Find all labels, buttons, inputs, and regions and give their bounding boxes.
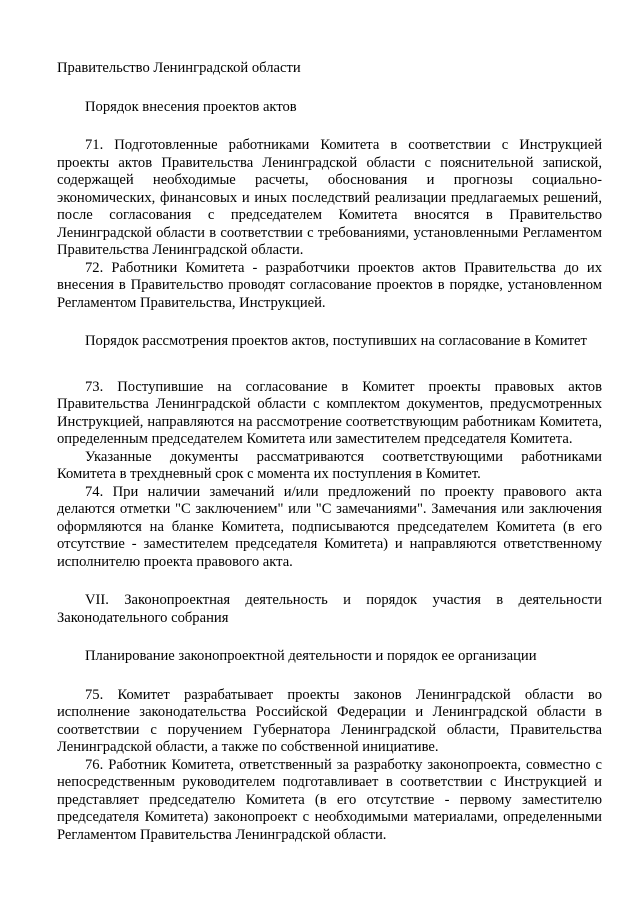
paragraph-74: 74. При наличии замечаний и/или предложений по проекту правового акта делаются отметки "С заключением" или "С замечаниями". Замечания или заключения оформляются на бланке Комитета, подписываются председателем Комитета (в его отсутствие - заместителем председателя Комитета) и направляются ответственному исполнителю проекта правового акта. <box>57 483 602 570</box>
document-header: Правительство Ленинградской области <box>57 60 301 76</box>
paragraph-75: 75. Комитет разрабатывает проекты законов Ленинградской области во исполнение законодательства Российской Федерации и Ленинградской области в соответствии с поручением Губернатора Ленинградской области, Правительства Ленинградской области, а также по собственной инициативе. <box>57 686 602 755</box>
paragraph-73-note: Указанные документы рассматриваются соответствующими работниками Комитета в трехдневный срок с момента их поступления в Комитет. <box>57 448 602 482</box>
paragraph-71: 71. Подготовленные работниками Комитета в соответствии с Инструкцией проекты актов Правительства Ленинградской области с пояснительной запиской, содержащей необходимые расчеты, обоснования и прогнозы социально-экономических, финансовых и иных последствий реализации предлагаемых решений, после согласования с председателем Комитета вносятся в Правительство Ленинградской области в соответствии с требованиями, установленными Регламентом Правительства Ленинградской области. <box>57 137 602 258</box>
section-heading-planning: Планирование законопроектной деятельности и порядок ее организации <box>85 648 537 664</box>
document-content <box>57 60 602 844</box>
section-heading-submission: Порядок внесения проектов актов <box>85 98 297 115</box>
paragraph-76: 76. Работник Комитета, ответственный за разработку законопроекта, совместно с непосредственным руководителем подготавливает в соответствии с Инструкцией и представляет председателю Комитета (в его отсутствие - первому заместителю председателя Комитета) законопроект с необходимыми материалами, определенными Регламентом Правительства Ленинградской области. <box>57 756 602 843</box>
paragraph-72: 72. Работники Комитета - разработчики проектов актов Правительства до их внесения в Правительство проводят согласование проектов в порядке, установленном Регламентом Правительства, Инструкцией. <box>57 259 602 311</box>
section-heading-review: Порядок рассмотрения проектов актов, поступивших на согласование в Комитет <box>85 333 587 349</box>
paragraph-73: 73. Поступившие на согласование в Комитет проекты правовых актов Правительства Ленинградской области с комплектом документов, предусмотренных Инструкцией, направляются на рассмотрение соответствующим работникам Комитета, определенным председателем Комитета или заместителем председателя Комитета. <box>57 378 602 447</box>
chapter-heading-vii: VII. Законопроектная деятельность и порядок участия в деятельности Законодательного собрания <box>57 592 602 626</box>
